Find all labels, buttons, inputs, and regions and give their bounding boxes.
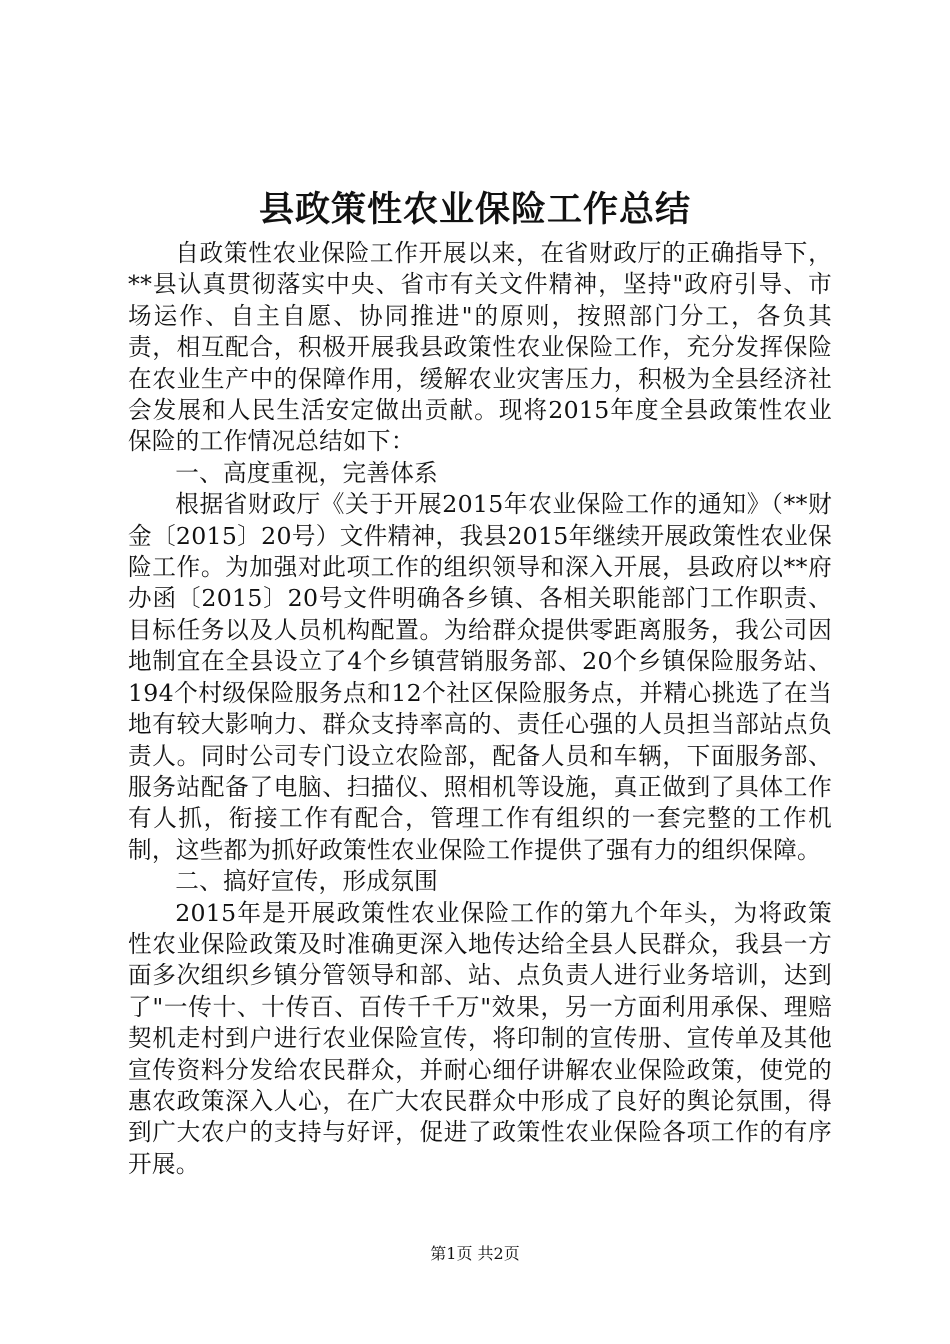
section-heading-2: 二、搞好宣传，形成氛围 xyxy=(175,867,439,896)
document-body xyxy=(128,238,832,1180)
document-title: 县政策性农业保险工作总结 xyxy=(258,189,691,230)
section-1-paragraph: 根据省财政厅《关于开展2015年农业保险工作的通知》（**财金〔2015〕20号）文件精神，我县2015年继续开展政策性农业保险工作。为加强对此项工作的组织领导和深入开展，县政府以**府办函〔2015〕20号文件明确各乡镇、各相关职能部门工作职责、目标任务以及人员机构配置。为给群众提供零距离服务，我公司因地制宜在全县设立了4个乡镇营销服务部、20个乡镇保险服务站、194个村级保险服务点和12个社区保险服务点，并精心挑选了在当地有较大影响力、群众支持率高的、责任心强的人员担当部站点负责人。同时公司专门设立农险部，配备人员和车辆，下面服务部、服务站配备了电脑、扫描仪、照相机等设施，真正做到了具体工作有人抓，衔接工作有配合，管理工作有组织的一套完整的工作机制，这些都为抓好政策性农业保险工作提供了强有力的组织保障。 xyxy=(128,490,832,864)
section-heading-1: 一、高度重视，完善体系 xyxy=(175,458,439,487)
section-2-paragraph: 2015年是开展政策性农业保险工作的第九个年头，为将政策性农业保险政策及时准确更深入地传达给全县人民群众，我县一方面多次组织乡镇分管领导和部、站、点负责人进行业务培训，达到了"一传十、十传百、百传千千万"效果，另一方面利用承保、理赔契机走村到户进行农业保险宣传，将印制的宣传册、宣传单及其他宣传资料分发给农民群众，并耐心细仔讲解农业保险政策，使党的惠农政策深入人心，在广大农民群众中形成了良好的舆论氛围，得到广大农户的支持与好评，促进了政策性农业保险各项工作的有序开展。 xyxy=(128,898,832,1178)
page-footer: 第1页 共2页 xyxy=(430,1244,520,1263)
intro-paragraph: 自政策性农业保险工作开展以来，在省财政厅的正确指导下，**县认真贯彻落实中央、省市有关文件精神，坚持"政府引导、市场运作、自主自愿、协同推进"的原则，按照部门分工，各负其责，相互配合，积极开展我县政策性农业保险工作，充分发挥保险在农业生产中的保障作用，缓解农业灾害压力，积极为全县经济社会发展和人民生活安定做出贡献。现将2015年度全县政策性农业保险的工作情况总结如下： xyxy=(128,239,832,456)
